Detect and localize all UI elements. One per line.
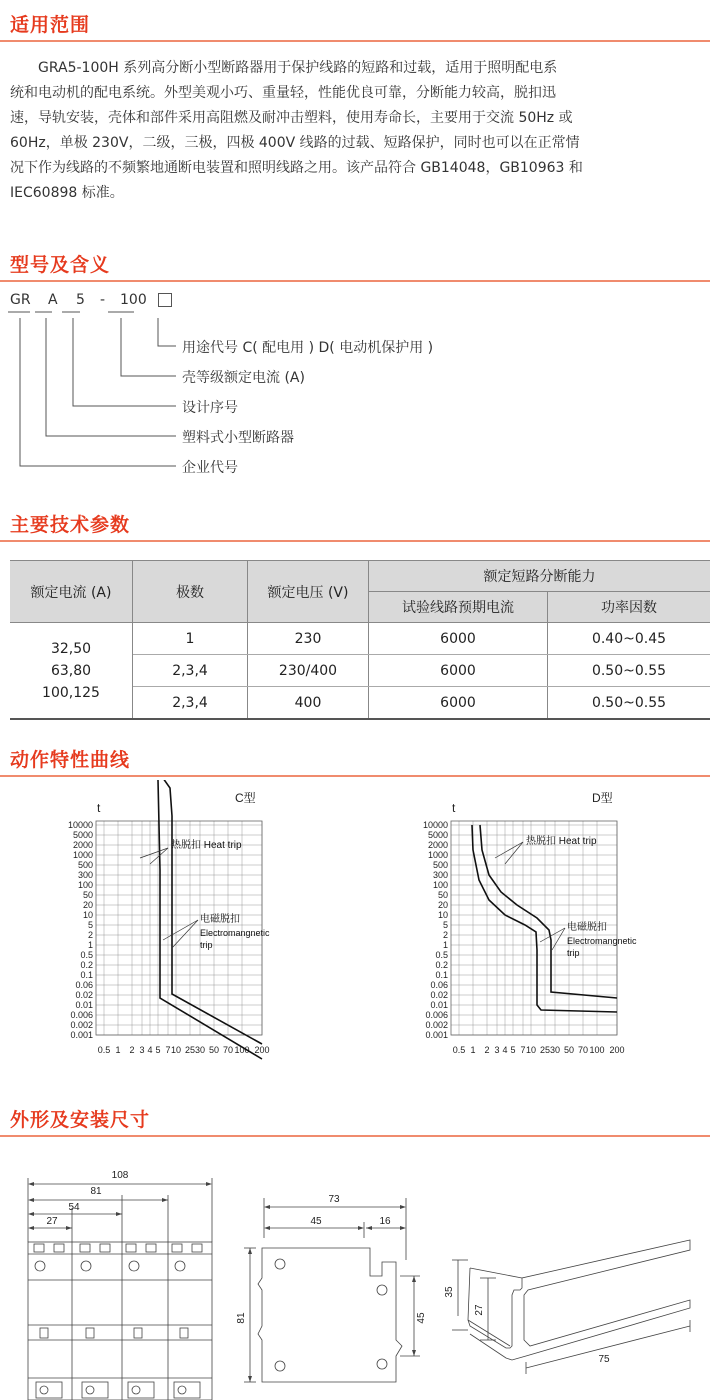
y-tick-label: 50	[437, 890, 448, 900]
y-tick-label: 2	[87, 930, 93, 940]
y-tick-label: 10	[82, 910, 93, 920]
current-value: 32,50	[50, 640, 92, 657]
x-tick-label: 0.5	[452, 1045, 466, 1055]
y-tick-label: 2000	[72, 840, 93, 850]
x-tick-label: 10	[170, 1045, 182, 1055]
section-divider	[0, 540, 710, 542]
y-tick-label: 0.001	[425, 1030, 448, 1040]
y-tick-label: 100	[77, 880, 93, 890]
y-tick-label: 0.01	[75, 1000, 93, 1010]
y-tick-label: 20	[82, 900, 93, 910]
c-curve-upper	[126, 780, 262, 1044]
current-values	[10, 623, 133, 720]
y-tick-label: 5	[87, 920, 93, 930]
y-tick-label: 0.001	[70, 1030, 93, 1040]
x-tick-label: 200	[609, 1045, 625, 1055]
y-tick-label: 50	[82, 890, 93, 900]
y-tick-label: 500	[432, 860, 448, 870]
y-axis-label: t	[97, 801, 101, 815]
cell-current: 6000	[369, 687, 548, 720]
x-tick-label: 25	[539, 1045, 551, 1055]
em-trip-label-d-en1: Electromangnetic	[567, 936, 637, 946]
dim-108: 108	[111, 1170, 129, 1181]
y-tick-label: 0.06	[430, 980, 448, 990]
cell-pf: 0.50~0.55	[548, 687, 710, 720]
section-divider	[0, 775, 710, 777]
y-tick-label: 0.006	[70, 1010, 93, 1020]
cell-poles: 1	[133, 623, 248, 655]
x-tick-label: 1	[470, 1045, 476, 1055]
dim-h81: 81	[236, 1312, 247, 1324]
scope-line: 速，导轨安装，壳体和部件采用高阻燃及耐冲击塑料，使用寿命长，主要用于交流 50Hz 或	[10, 110, 573, 126]
dim-16: 16	[379, 1216, 391, 1227]
y-tick-label: 0.006	[425, 1010, 448, 1020]
x-tick-label: 50	[208, 1045, 220, 1055]
spec-table	[10, 560, 710, 720]
cell-voltage: 400	[248, 687, 369, 720]
y-tick-label: 0.002	[70, 1020, 93, 1030]
y-tick-label: 1	[87, 940, 93, 950]
chart-title-d: D型	[592, 791, 613, 805]
y-tick-label: 300	[77, 870, 93, 880]
x-tick-label: 0.5	[97, 1045, 111, 1055]
y-tick-label: 1000	[72, 850, 93, 860]
cell-voltage: 230/400	[248, 655, 369, 687]
model-tree-lines	[0, 300, 710, 480]
cell-poles: 2,3,4	[133, 687, 248, 720]
x-tick-label: 4	[147, 1045, 153, 1055]
th-pf: 功率因数	[548, 592, 710, 623]
x-tick-label: 2	[129, 1045, 135, 1055]
x-tick-label: 7	[165, 1045, 171, 1055]
cell-voltage: 230	[248, 623, 369, 655]
section-divider	[0, 280, 710, 282]
y-tick-label: 5	[442, 920, 448, 930]
x-tick-label: 2	[484, 1045, 490, 1055]
section-title-dims: 外形及安装尺寸	[10, 1109, 151, 1131]
y-tick-label: 0.1	[435, 970, 448, 980]
scope-paragraph	[10, 56, 706, 206]
cell-current: 6000	[369, 623, 548, 655]
y-tick-label: 300	[432, 870, 448, 880]
y-tick-label: 0.02	[430, 990, 448, 1000]
x-tick-label: 3	[494, 1045, 500, 1055]
y-tick-label: 0.5	[435, 950, 448, 960]
em-trip-label-c-cn: 电磁脱扣	[200, 914, 240, 925]
x-tick-label: 25	[184, 1045, 196, 1055]
cell-pf: 0.50~0.55	[548, 655, 710, 687]
y-tick-label: 1000	[427, 850, 448, 860]
dim-h45: 45	[416, 1312, 427, 1324]
y-tick-label: 0.02	[75, 990, 93, 1000]
y-tick-label: 0.2	[435, 960, 448, 970]
x-tick-label: 5	[155, 1045, 161, 1055]
y-tick-label: 100	[432, 880, 448, 890]
model-label-frame-current: 壳等级额定电流 (A)	[182, 370, 305, 386]
x-tick-label: 30	[194, 1045, 206, 1055]
section-title-model: 型号及含义	[10, 254, 111, 276]
model-label-company: 企业代号	[182, 460, 238, 476]
em-trip-label-c-en2: trip	[200, 940, 213, 950]
scope-line: IEC60898 标准。	[10, 185, 124, 201]
y-tick-label: 20	[437, 900, 448, 910]
heat-trip-label-d: 热脱扣 Heat trip	[526, 836, 597, 847]
em-trip-label-d-cn: 电磁脱扣	[567, 922, 607, 933]
x-tick-label: 4	[502, 1045, 508, 1055]
model-label-type: 塑料式小型断路器	[182, 430, 294, 446]
dim-r35: 35	[444, 1286, 455, 1298]
dim-r27: 27	[474, 1304, 485, 1316]
th-prospective: 试验线路预期电流	[369, 592, 548, 623]
dimension-drawings	[0, 1150, 710, 1400]
y-tick-label: 10000	[67, 820, 93, 830]
th-current: 额定电流 (A)	[10, 561, 133, 623]
x-tick-label: 100	[234, 1045, 250, 1055]
x-tick-label: 100	[589, 1045, 605, 1055]
y-tick-label: 10	[437, 910, 448, 920]
y-tick-label: 0.01	[430, 1000, 448, 1010]
dim-81: 81	[90, 1186, 102, 1197]
scope-line: 况下作为线路的不频繁地通断电装置和照明线路之用。该产品符合 GB14048，GB10963 和	[10, 160, 583, 176]
dim-r75: 75	[598, 1354, 610, 1365]
y-tick-label: 0.5	[80, 950, 93, 960]
section-divider	[0, 1135, 710, 1137]
y-tick-label: 0.002	[425, 1020, 448, 1030]
dim-45: 45	[310, 1216, 322, 1227]
dim-27: 27	[46, 1216, 58, 1227]
scope-line: 统和电动机的配电系统。外型美观小巧、重量轻，性能优良可靠，分断能力较高，脱扣迅	[10, 85, 556, 101]
th-poles: 极数	[133, 561, 248, 623]
x-tick-label: 200	[254, 1045, 270, 1055]
section-title-curve: 动作特性曲线	[10, 749, 131, 771]
curve-chart-d	[355, 780, 695, 1070]
x-tick-label: 50	[563, 1045, 575, 1055]
x-tick-label: 10	[525, 1045, 537, 1055]
th-voltage: 额定电压 (V)	[248, 561, 369, 623]
table-row	[10, 623, 710, 655]
em-trip-label-d-en2: trip	[567, 948, 580, 958]
scope-line: 60Hz，单极 230V，二级，三极，四极 400V 线路的过载、短路保护，同时也可以在正常情	[10, 135, 580, 151]
current-value: 100,125	[42, 684, 100, 701]
y-tick-label: 1	[442, 940, 448, 950]
model-label-design-no: 设计序号	[182, 400, 238, 416]
dim-54: 54	[68, 1202, 80, 1213]
cell-pf: 0.40~0.45	[548, 623, 710, 655]
y-tick-label: 10000	[422, 820, 448, 830]
x-tick-label: 70	[222, 1045, 234, 1055]
heat-trip-label-c: 热脱扣 Heat trip	[171, 840, 242, 851]
x-tick-label: 30	[549, 1045, 561, 1055]
d-curve-lower	[472, 825, 617, 1012]
section-title-scope: 适用范围	[10, 14, 91, 36]
current-value: 63,80	[50, 662, 92, 679]
cell-poles: 2,3,4	[133, 655, 248, 687]
x-tick-label: 1	[115, 1045, 121, 1055]
model-label-usage: 用途代号 C( 配电用 ) D( 电动机保护用 )	[182, 340, 434, 356]
x-tick-label: 5	[510, 1045, 516, 1055]
y-tick-label: 0.06	[75, 980, 93, 990]
th-breaking: 额定短路分断能力	[369, 561, 710, 592]
dim-73: 73	[328, 1194, 340, 1205]
y-tick-label: 2000	[427, 840, 448, 850]
x-tick-label: 70	[577, 1045, 589, 1055]
y-tick-label: 5000	[427, 830, 448, 840]
section-divider	[0, 40, 710, 42]
cell-current: 6000	[369, 655, 548, 687]
y-axis-label: t	[452, 801, 456, 815]
y-tick-label: 500	[77, 860, 93, 870]
y-tick-label: 5000	[72, 830, 93, 840]
x-tick-label: 3	[139, 1045, 145, 1055]
y-tick-label: 0.2	[80, 960, 93, 970]
chart-title-c: C型	[235, 791, 256, 805]
section-title-params: 主要技术参数	[10, 514, 131, 536]
c-curve-lower	[119, 780, 262, 1059]
scope-line: GRA5-100H 系列高分断小型断路器用于保护线路的短路和过载，适用于照明配电系	[38, 60, 558, 76]
em-trip-label-c-en1: Electromangnetic	[200, 928, 270, 938]
y-tick-label: 2	[442, 930, 448, 940]
curve-chart-c	[0, 780, 340, 1070]
x-tick-label: 7	[520, 1045, 526, 1055]
y-tick-label: 0.1	[80, 970, 93, 980]
